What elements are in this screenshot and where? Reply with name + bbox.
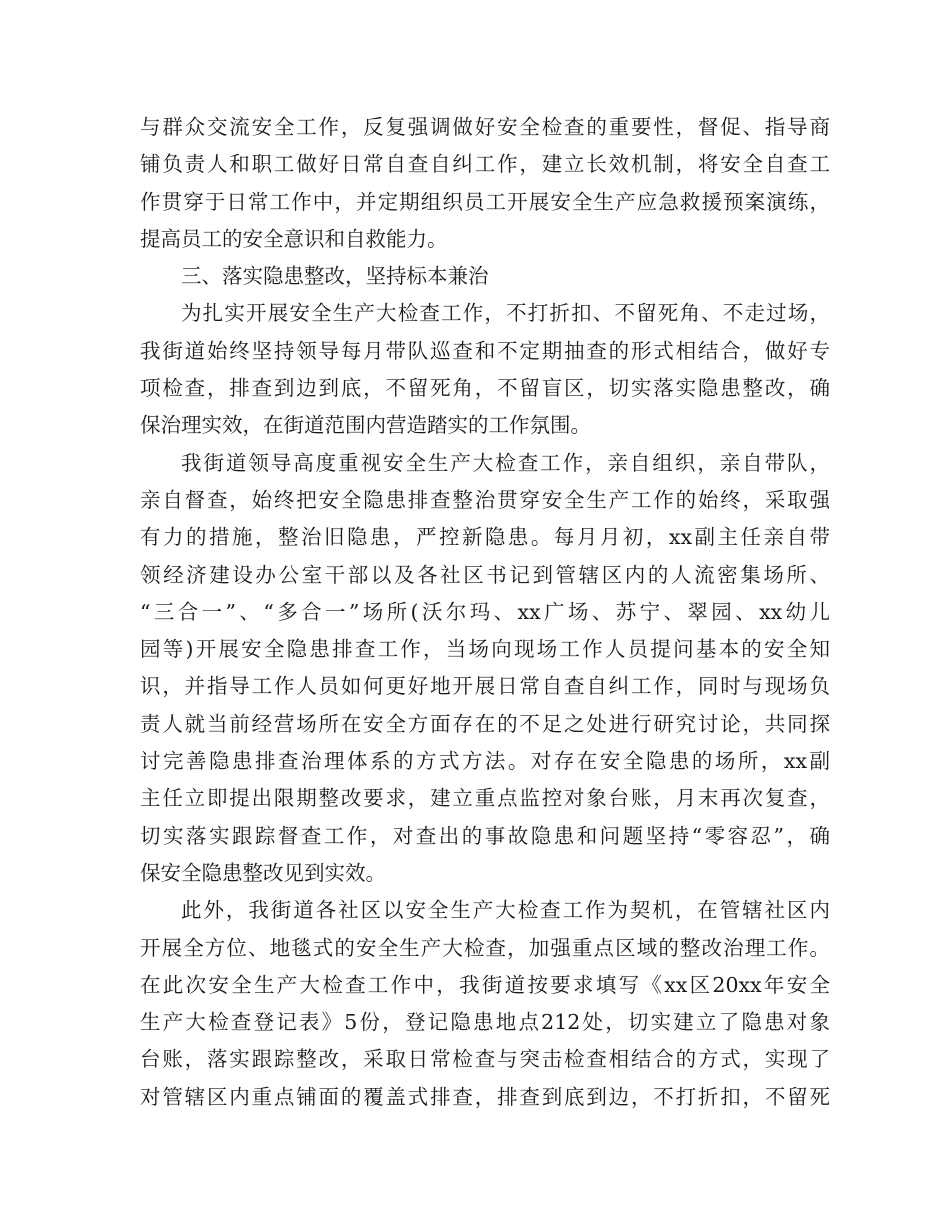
text-line: 与群众交流安全工作，反复强调做好安全检查的重要性，督促、指导商 bbox=[140, 115, 830, 139]
text-line: 主任立即提出限期整改要求，建立重点监控对象台账，月末再次复查， bbox=[140, 786, 830, 811]
text-line: 生产大检查登记表》5份，登记隐患地点212处，切实建立了隐患对象 bbox=[140, 1010, 830, 1035]
section-heading: 三、落实隐患整改，坚持标本兼治 bbox=[181, 264, 489, 289]
text-line: 在此次安全生产大检查工作中，我街道按要求填写《xx区20xx年安全 bbox=[140, 972, 830, 997]
text-line: 亲自督查，始终把安全隐患排查整治贯穿安全生产工作的始终，采取强 bbox=[140, 487, 830, 512]
text-line: “三合一”、“多合一”场所(沃尔玛、xx广场、苏宁、翠园、xx幼儿 bbox=[140, 599, 830, 624]
document-body bbox=[140, 109, 830, 1116]
text-line: 作贯穿于日常工作中，并定期组织员工开展安全生产应急救援预案演练， bbox=[140, 189, 830, 214]
text-line: 为扎实开展安全生产大检查工作，不打折扣、不留死角、不走过场， bbox=[181, 301, 830, 326]
text-line: 开展全方位、地毯式的安全生产大检查，加强重点区域的整改治理工作。 bbox=[140, 935, 830, 960]
text-line: 识，并指导工作人员如何更好地开展日常自查自纠工作，同时与现场负 bbox=[140, 674, 830, 699]
text-line: 项检查，排查到边到底，不留死角，不留盲区，切实落实隐患整改，确 bbox=[140, 376, 830, 401]
text-line: 有力的措施，整治旧隐患，严控新隐患。每月月初，xx副主任亲自带 bbox=[140, 525, 830, 550]
text-line: 切实落实跟踪督查工作，对查出的事故隐患和问题坚持“零容忍”，确 bbox=[140, 823, 830, 848]
text-line: 对管辖区内重点铺面的覆盖式排查，排查到底到边，不打折扣，不留死 bbox=[140, 1084, 830, 1109]
text-line: 责人就当前经营场所在安全方面存在的不足之处进行研究讨论，共同探 bbox=[140, 711, 830, 736]
text-line: 园等)开展安全隐患排查工作，当场向现场工作人员提问基本的安全知 bbox=[140, 637, 830, 662]
text-line: 台账，落实跟踪整改，采取日常检查与突击检查相结合的方式，实现了 bbox=[140, 1047, 830, 1072]
text-line: 保治理实效，在街道范围内营造踏实的工作氛围。 bbox=[140, 413, 591, 438]
text-line: 我街道领导高度重视安全生产大检查工作，亲自组织，亲自带队， bbox=[181, 450, 830, 475]
text-line: 提高员工的安全意识和自救能力。 bbox=[140, 226, 448, 251]
text-line: 此外，我街道各社区以安全生产大检查工作为契机，在管辖社区内 bbox=[181, 898, 830, 923]
text-line: 领经济建设办公室干部以及各社区书记到管辖区内的人流密集场所、 bbox=[140, 562, 830, 587]
text-line: 保安全隐患整改见到实效。 bbox=[140, 860, 386, 885]
text-line: 讨完善隐患排查治理体系的方式方法。对存在安全隐患的场所，xx副 bbox=[140, 749, 830, 774]
text-line: 铺负责人和职工做好日常自查自纠工作，建立长效机制，将安全自查工 bbox=[140, 152, 830, 177]
text-line: 我街道始终坚持领导每月带队巡查和不定期抽查的形式相结合，做好专 bbox=[140, 338, 830, 363]
